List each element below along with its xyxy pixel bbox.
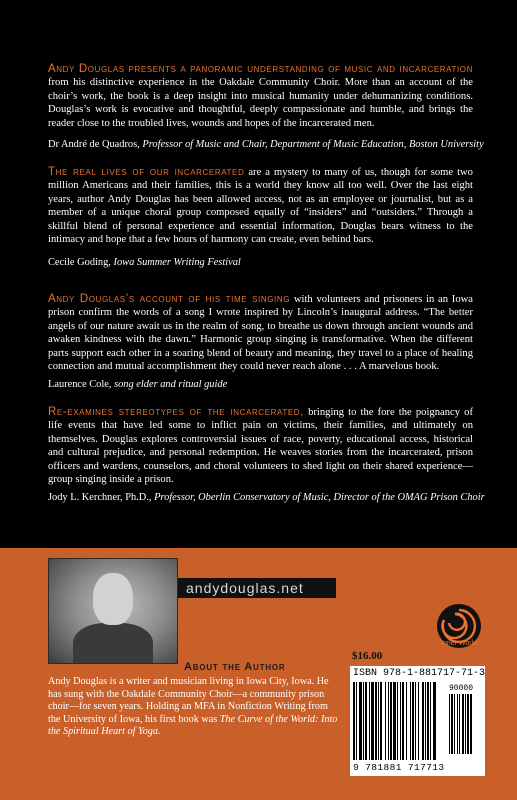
- attribution-role: Professor of Music and Chair, Department of Music Education, Boston University: [139, 139, 484, 150]
- barcode-bar: [369, 682, 370, 760]
- attribution-role: Iowa Summer Writing Festival: [110, 257, 241, 268]
- blurb-body: with volunteers and prisoners in an Iowa prison confirm the words of a song I wrote inspired by Lincoln’s inaugural address. “The better angels of our nature await us in the realm of song, to breathe us down through ancient wounds and awaken kindness with the dawn.” Harmonic group singing is transformative. When the different parts support each other in a soaring blend of beauty and meaning, they travel to a place of healing connection and mutual accomplishment they could never reach alone . . . A marvelous book.: [48, 294, 473, 373]
- barcode-bar: [415, 682, 416, 760]
- blurb-lead: Re-examines stereotypes of the incarcerated,: [48, 406, 304, 418]
- attribution-name: Dr André de Quadros,: [48, 139, 140, 150]
- attribution-role: song elder and ritual guide: [111, 379, 228, 390]
- barcode-bar: [385, 682, 386, 760]
- barcode-bar: [390, 682, 392, 760]
- blurb-text: [48, 166, 473, 246]
- barcode-bar: [365, 682, 367, 760]
- barcode-bar: [427, 682, 429, 760]
- author-bio-text: Andy Douglas is a writer and musician living in Iowa City, Iowa. He has sung with the Oakdale Community Choir—a community prison choir—for seven years. Holding an MFA in Nonfiction Writing from the University of Iowa, his first book was: [48, 676, 329, 725]
- blurb-lead: The real lives of our incarcerated: [48, 166, 245, 178]
- addon-bar: [467, 694, 469, 754]
- addon-bar: [457, 694, 458, 754]
- addon-bar: [462, 694, 464, 754]
- barcode-bar: [410, 682, 411, 760]
- barcode-bar: [430, 682, 431, 760]
- addon-bar: [449, 694, 450, 754]
- blurb-text: [48, 293, 473, 373]
- barcode-bar: [371, 682, 374, 760]
- isbn-barcode: [350, 666, 485, 776]
- website-label: andydouglas.net: [178, 578, 336, 598]
- barcode-bar: [397, 682, 398, 760]
- barcode-bar: [363, 682, 364, 760]
- addon-bar: [451, 694, 453, 754]
- blurb-text: [48, 406, 473, 486]
- author-photo-head: [93, 573, 133, 625]
- barcode-bar: [400, 682, 401, 760]
- addon-bar: [459, 694, 460, 754]
- barcode-bar: [418, 682, 419, 760]
- barcode-bar: [393, 682, 396, 760]
- blurb-body: are a mystery to many of us, though for some two million Americans and their families, this is a world they know all too well. Over the last eight years, author Andy Douglas has been allowed access, not as an employee or journalist, but as a member of a unique choral group composed equally of “insiders” and “outsiders.” Through a skillful blend of personal experience and essential information, Douglas bears witness to the intimacy and hope that a few hours of harmony can create, even behind bars.: [48, 167, 473, 246]
- blurb-lead: Andy Douglas presents a panoramic understanding of music and incarceration: [48, 63, 473, 75]
- price-label: $16.00: [352, 650, 383, 662]
- attribution-name: Jody L. Kerchner, Ph.D.,: [48, 492, 152, 503]
- barcode-bar: [380, 682, 382, 760]
- barcode-bar: [433, 682, 436, 760]
- blurb-lead: Andy Douglas’s account of his time singing: [48, 293, 291, 305]
- author-bio: [48, 676, 338, 739]
- isbn-label: [353, 668, 485, 679]
- attribution-name: Laurence Cole,: [48, 379, 112, 390]
- publisher-name: Inner World: [440, 640, 478, 647]
- blurb-attribution: [48, 256, 488, 269]
- blurb-text: [48, 63, 473, 130]
- barcode-bar: [388, 682, 389, 760]
- blurb-attribution: [48, 138, 488, 151]
- barcode-bar: [412, 682, 414, 760]
- barcode-bar: [359, 682, 362, 760]
- barcode-bar: [378, 682, 379, 760]
- isbn-addon: 90000: [449, 684, 474, 693]
- about-author-heading: About the Author: [184, 661, 286, 673]
- barcode-bar: [425, 682, 426, 760]
- attribution-role: Professor, Oberlin Conservatory of Music, Director of the OMAG Prison Choir: [151, 492, 485, 503]
- blurb-body: from his distinctive experience in the Oakdale Community Choir. More than an account of the choir’s work, the book is a deep insight into musical humanity under dehumanizing conditions. Douglas’s work is evocative and thoughtful, deeply compassionate and humble, and brings the reader close to the troubled lives, wounds and hopes of the incarcerated men.: [48, 77, 473, 129]
- author-photo-shirt: [73, 623, 153, 664]
- author-photo: [48, 558, 178, 664]
- addon-bar: [454, 694, 455, 754]
- barcode-digits: 9 781881 717713: [353, 762, 445, 773]
- addon-bar: [470, 694, 472, 754]
- barcode-bar: [402, 682, 404, 760]
- barcode-bar: [406, 682, 407, 760]
- isbn-number: ISBN 978-1-881717-71-3: [353, 668, 486, 679]
- barcode-bar: [353, 682, 355, 760]
- blurb-body: bringing to the fore the poignancy of life events that have led some to inflict pain on victims, their families, and ultimately on themselves. Douglas explores controversial issues of race, poverty, educational access, historical and cultural prejudice, and personal redemption. He weaves stories from the incarcerated, prison officers and wardens, counselors, and choral volunteers to shed light on their shared experience—group singing inside a prison.: [48, 407, 473, 486]
- barcode-bars: [353, 682, 482, 760]
- barcode-bar: [356, 682, 357, 760]
- blurb-attribution: [48, 378, 488, 391]
- barcode-bar: [422, 682, 424, 760]
- barcode-bar: [375, 682, 377, 760]
- author-book-title: The Curve of the World: Into the Spiritual Heart of Yoga.: [48, 713, 338, 738]
- addon-bar: [465, 694, 466, 754]
- publisher-logo-icon: [432, 601, 486, 655]
- blurb-attribution: [48, 491, 488, 504]
- attribution-name: Cecile Goding,: [48, 257, 111, 268]
